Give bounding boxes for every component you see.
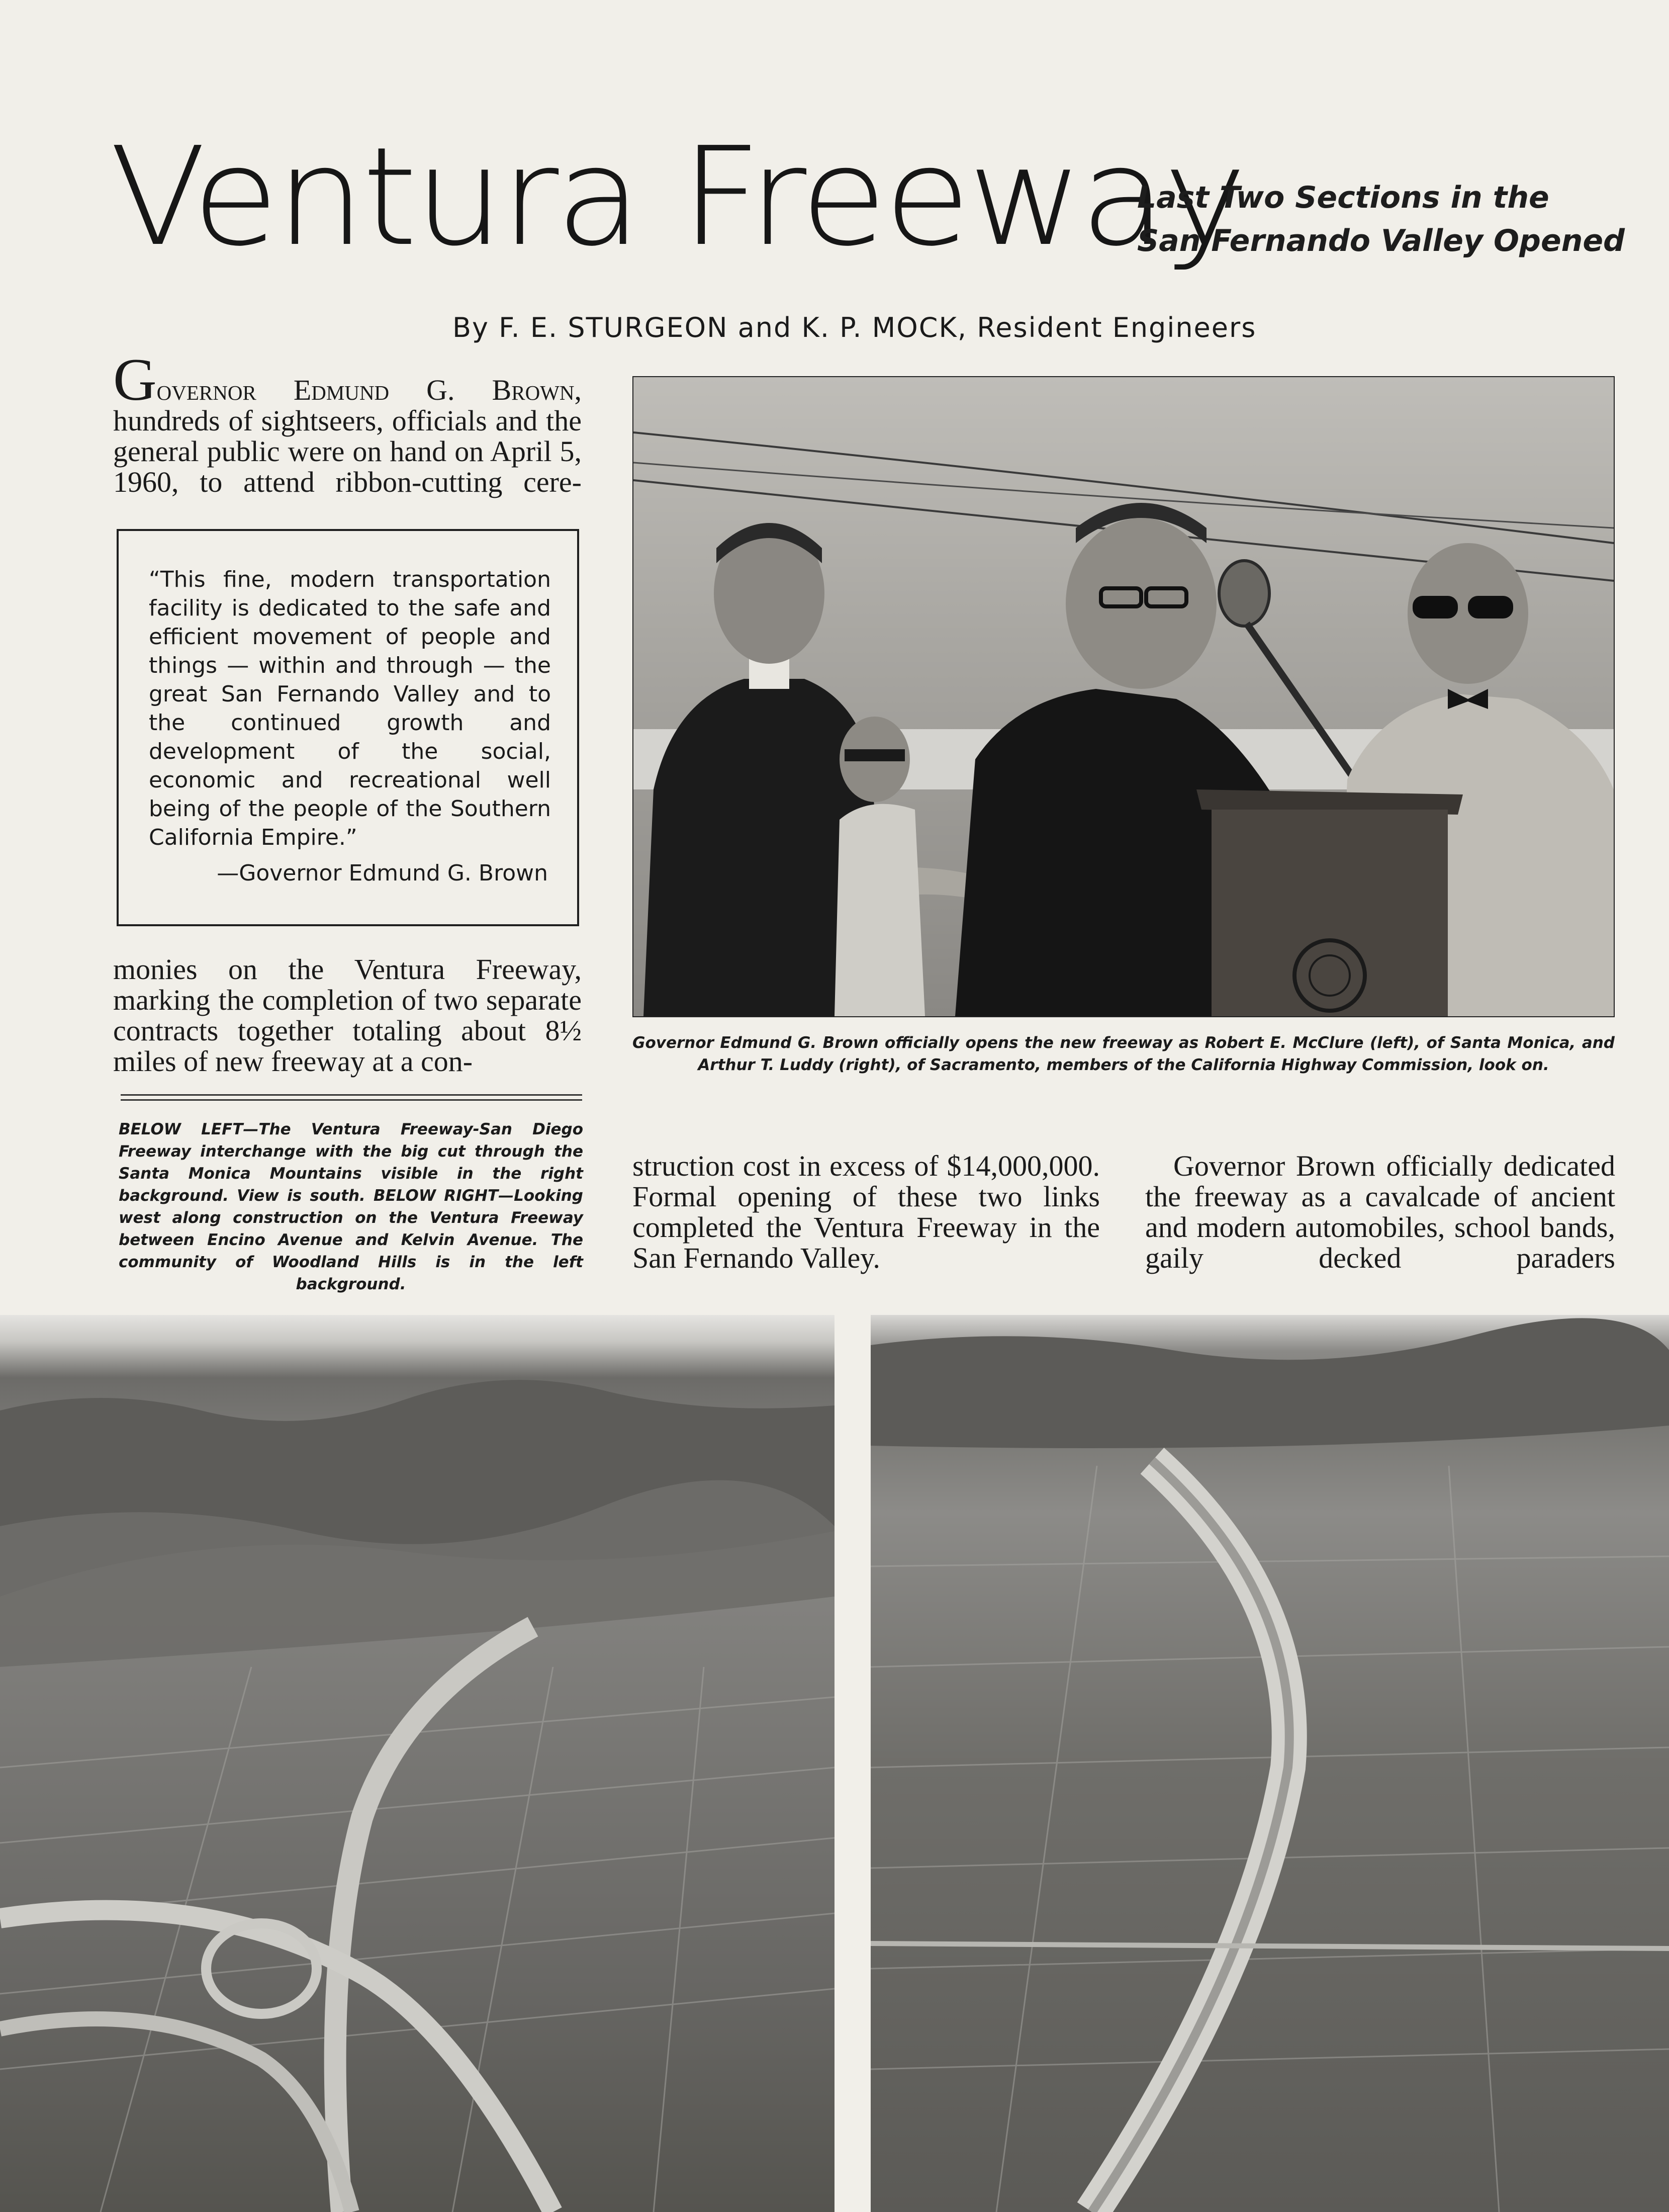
- divider-rule: [121, 1094, 582, 1096]
- aerial-construction-illustration: [871, 1315, 1669, 2212]
- quote-box: [117, 529, 579, 926]
- aerial-photo-interchange: [0, 1315, 834, 2212]
- article-subtitle: [1137, 176, 1640, 262]
- ceremony-photo: [632, 376, 1615, 1017]
- intro-name-part-2: Brown: [492, 374, 575, 406]
- intro-paragraph: [113, 346, 582, 498]
- intro-rest: , hundreds of sightseers, officials and the general public were on hand on April 5, 1960, to attend ribbon-cutting cere-: [113, 374, 582, 498]
- aerial-photos-caption: BELOW LEFT—The Ventura Freeway-San Diego Freeway interchange with the big cut through the Santa Monica Mountains visible in the right background. View is south. BELOW RIGHT—Looking west along construction on the Ventura Freeway between Encino Avenue and Kelvin Avenue. The community of Woodland Hills is in the left background.: [119, 1120, 583, 1293]
- fraction-half: ½: [560, 1014, 582, 1047]
- continued-text-b: miles of new freeway at a con-: [113, 1045, 473, 1078]
- middle-column-text: struction cost in excess of $14,000,000. Formal opening of these two links completed the Ventura Freeway in the San Fernando Valley.: [632, 1149, 1100, 1274]
- quote-text: “This fine, modern transportation facility is dedicated to the safe and efficient movement of people and things — within and through — the great San Fernando Valley and to the continued growth and development of the social, economic and recreational well being of the people of the Southern California Empire.”: [149, 567, 551, 850]
- aerial-interchange-illustration: [0, 1315, 834, 2212]
- ceremony-photo-illustration: [633, 377, 1614, 1016]
- aerial-photo-construction: [871, 1315, 1669, 2212]
- continued-text-a: monies on the Ventura Freeway, marking the completion of two separate contracts together totaling about 8: [113, 953, 582, 1047]
- right-column-text: [1145, 1151, 1615, 1273]
- intro-name-part-1: overnor Edmund: [156, 374, 390, 406]
- drop-cap: G: [113, 346, 157, 413]
- byline: By F. E. STURGEON and K. P. MOCK, Resident Engineers: [452, 312, 1257, 343]
- subtitle-line-1: Last Two Sections in the: [1137, 180, 1549, 215]
- subtitle-line-2: San Fernando Valley Opened: [1137, 223, 1625, 258]
- ceremony-photo-caption: Governor Edmund G. Brown officially opens the new freeway as Robert E. McClure (left), of Santa Monica, and Arthur T. Luddy (right), of Sacramento, members of the California Highway Commission, look on.: [632, 1034, 1615, 1074]
- intro-name-mid: G.: [389, 374, 492, 406]
- article-title: Ventura Freeway: [110, 118, 1244, 276]
- right-column-paragraph: Governor Brown officially dedicated the freeway as a cavalcade of ancient and modern automobiles, school bands, gaily decked paraders: [1145, 1149, 1615, 1274]
- divider-rule: [121, 1099, 582, 1101]
- left-column-continued: [113, 954, 582, 1077]
- quote-attribution: —Governor Edmund G. Brown: [217, 860, 548, 886]
